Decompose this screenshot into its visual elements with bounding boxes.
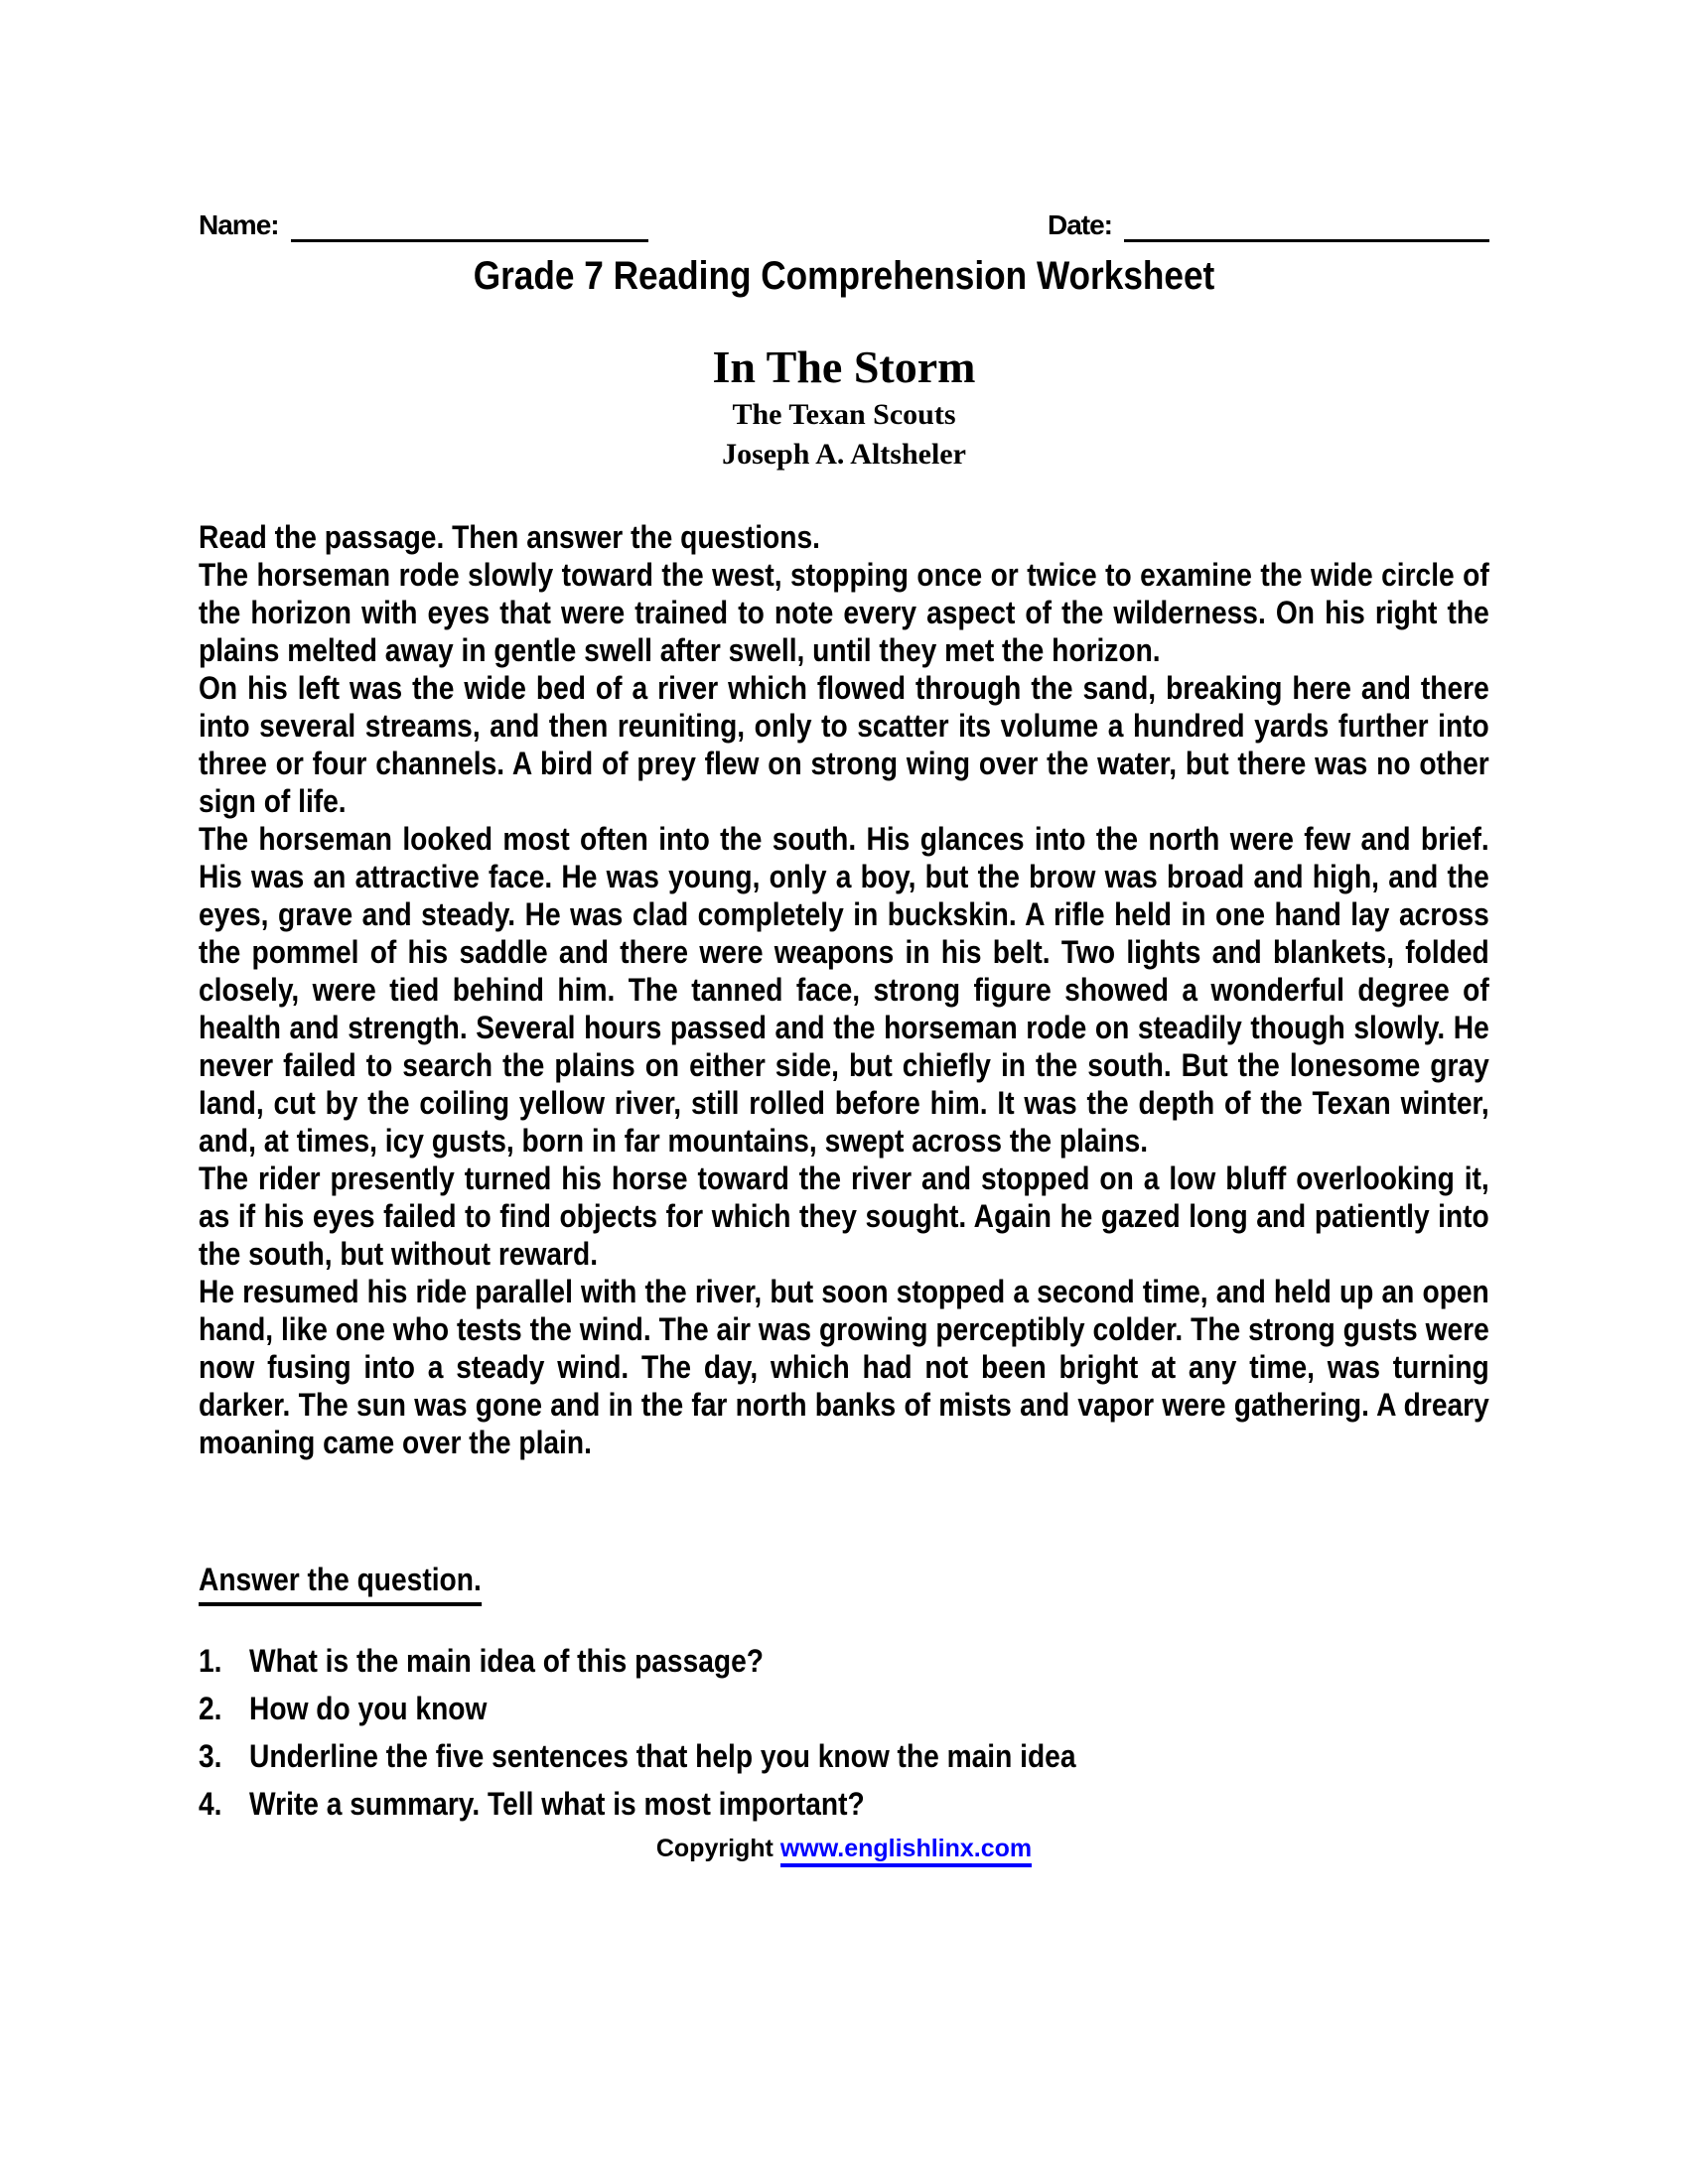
question-number: 3. [199,1738,222,1774]
question-item [199,1785,1489,1823]
copyright-link[interactable]: www.englishlinx.com [780,1835,1032,1867]
question-number: 4. [199,1786,222,1822]
name-blank[interactable] [291,209,648,242]
name-field [199,208,648,242]
passage-title: In The Storm [712,341,976,392]
passage-header [199,341,1489,473]
passage-paragraph: He resumed his ride parallel with the river, but soon stopped a second time, and held up an open hand, like one who tests the wind. The air was growing perceptibly colder. The strong gusts were now fusing into a steady wind. The day, which had not been bright at any time, was turning darker. The sun was gone and in the far north banks of mists and vapor were gathering. A dreary moaning came over the plain. [199,1274,1489,1460]
question-text: Write a summary. Tell what is most important? [249,1786,865,1822]
answer-section-heading: Answer the question. [199,1561,482,1606]
passage-book-title: The Texan Scouts [732,398,956,431]
question-text: Underline the five sentences that help you know the main idea [249,1738,1076,1774]
passage-author: Joseph A. Altsheler [722,438,966,471]
question-list [199,1642,1489,1823]
question-item [199,1690,1489,1727]
passage-body [199,518,1489,1461]
question-text: What is the main idea of this passage? [249,1643,764,1679]
date-blank[interactable] [1124,209,1489,242]
passage-text [199,556,1489,1461]
copyright-label: Copyright [655,1835,774,1862]
date-label: Date: [1047,209,1112,240]
questions-section [199,1561,1489,1823]
question-number: 2. [199,1691,222,1726]
worksheet-title: Grade 7 Reading Comprehension Worksheet [473,254,1215,298]
passage-paragraph: On his left was the wide bed of a river which flowed through the sand, breaking here and there into several streams, and then reuniting, only to scatter its volume a hundred yards further into three or four channels. A bird of prey flew on strong wing over the water, but there was no other sign of life. [199,670,1489,819]
question-text: How do you know [249,1691,488,1726]
passage-paragraph: The horseman rode slowly toward the west, stopping once or twice to examine the wide circle of the horizon with eyes that were trained to note every aspect of the wilderness. On his right the plains melted away in gentle swell after swell, until they met the horizon. [199,557,1489,668]
question-item [199,1737,1489,1775]
date-field [1048,208,1489,242]
instructions-line: Read the passage. Then answer the questions. [199,519,820,555]
question-item [199,1642,1489,1680]
passage-paragraph: The horseman looked most often into the south. His glances into the north were few and brief. His was an attractive face. He was young, only a boy, but the brow was broad and high, and the eyes, grave and steady. He was clad completely in buckskin. A rifle held in one hand lay across the pommel of his saddle and there were weapons in his belt. Two lights and blankets, folded closely, were tied behind him. The tanned face, strong figure showed a wonderful degree of health and strength. Several hours passed and the horseman rode on steadily though slowly. He never failed to search the plains on either side, but chiefly in the south. But the lonesome gray land, cut by the coiling yellow river, still rolled before him. It was the depth of the Texan winter, and, at times, icy gusts, born in far mountains, swept across the plains. [199,821,1489,1159]
header-row [199,208,1489,242]
passage-paragraph: The rider presently turned his horse toward the river and stopped on a low bluff overlooking it, as if his eyes failed to find objects for which they sought. Again he gazed long and patiently into the south, but without reward. [199,1160,1489,1272]
question-number: 1. [199,1643,222,1679]
footer [199,1833,1489,1864]
name-label: Name: [199,209,279,240]
